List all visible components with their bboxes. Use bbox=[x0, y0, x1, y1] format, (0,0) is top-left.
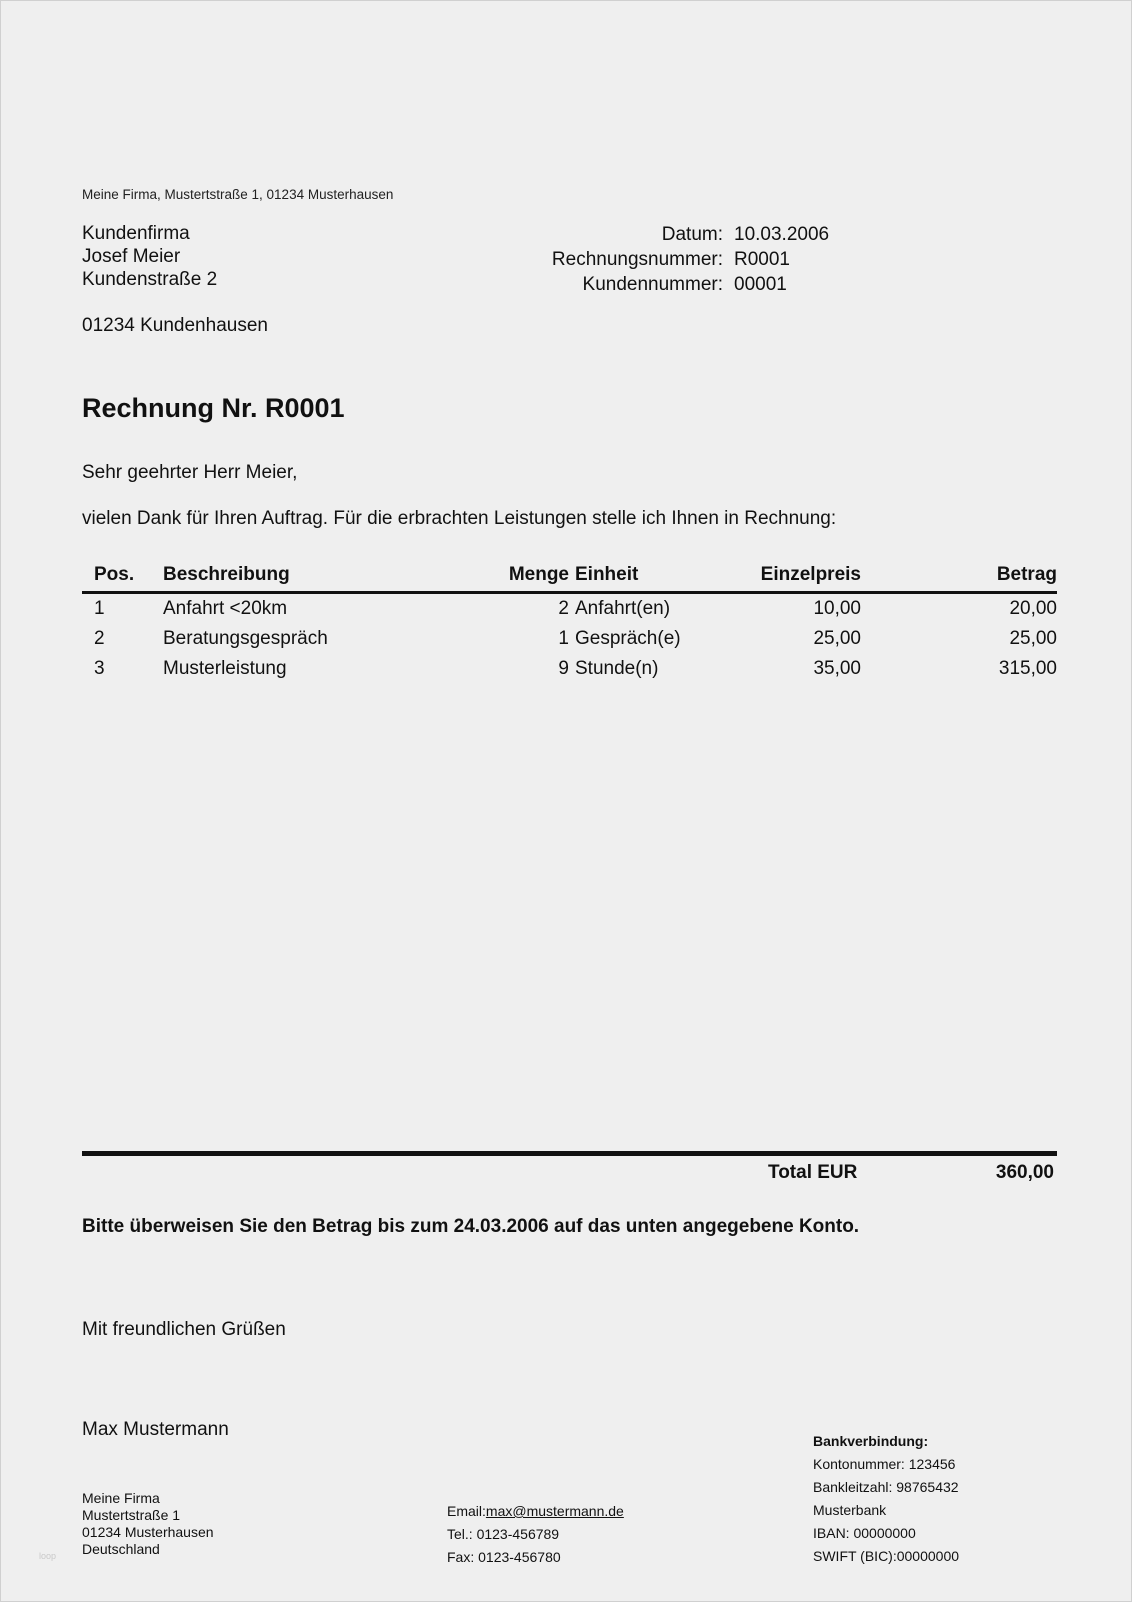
row-unit: Gespräch(e) bbox=[575, 628, 681, 649]
bank-line: Kontonummer: 123456 bbox=[813, 1456, 956, 1472]
header-pos: Pos. bbox=[94, 564, 135, 585]
footer-contact bbox=[447, 1500, 624, 1569]
row-unit: Anfahrt(en) bbox=[575, 598, 671, 619]
row-description: Beratungsgespräch bbox=[163, 628, 328, 649]
footer-phone: Tel.: 0123-456789 bbox=[447, 1526, 560, 1542]
date-label: Datum: bbox=[661, 224, 723, 245]
recipient-address bbox=[82, 222, 268, 337]
row-unit-price: 25,00 bbox=[813, 628, 861, 649]
bank-heading: Bankverbindung: bbox=[813, 1433, 929, 1449]
meta-customer-row bbox=[501, 272, 829, 297]
footer-fax: Fax: 0123-456780 bbox=[447, 1549, 561, 1565]
payment-note: Bitte überweisen Sie den Betrag bis zum 24.03.2006 auf das unten angegebene Konto. bbox=[82, 1216, 860, 1237]
header-description: Beschreibung bbox=[163, 564, 290, 585]
row-amount: 25,00 bbox=[1009, 628, 1057, 649]
total-label: Total EUR bbox=[768, 1162, 858, 1183]
invoice-number-label: Rechnungsnummer: bbox=[551, 249, 723, 270]
header-unit-price: Einzelpreis bbox=[760, 564, 861, 585]
bank-line: Bankleitzahl: 98765432 bbox=[813, 1479, 959, 1495]
row-unit: Stunde(n) bbox=[575, 658, 659, 679]
bank-line: SWIFT (BIC):00000000 bbox=[813, 1548, 960, 1564]
row-description: Anfahrt <20km bbox=[163, 598, 288, 619]
row-unit-price: 10,00 bbox=[813, 598, 861, 619]
footer-bank-details bbox=[813, 1430, 959, 1568]
footer-email bbox=[447, 1500, 624, 1523]
row-description: Musterleistung bbox=[163, 658, 287, 679]
email-label: Email: bbox=[447, 1503, 486, 1519]
header-unit: Einheit bbox=[575, 564, 639, 585]
header-amount: Betrag bbox=[996, 564, 1057, 585]
recipient-name: Josef Meier bbox=[82, 246, 181, 267]
footer-address-line: 01234 Musterhausen bbox=[82, 1524, 214, 1540]
row-unit-price: 35,00 bbox=[813, 658, 861, 679]
invoice-title: Rechnung Nr. R0001 bbox=[82, 393, 345, 423]
row-pos: 2 bbox=[94, 628, 105, 649]
bank-line: IBAN: 00000000 bbox=[813, 1525, 916, 1541]
customer-number-label: Kundennummer: bbox=[582, 274, 723, 295]
invoice-number-value: R0001 bbox=[734, 249, 790, 270]
email-link[interactable]: max@mustermann.de bbox=[485, 1503, 624, 1519]
signer-name: Max Mustermann bbox=[82, 1419, 229, 1440]
meta-invoice-row bbox=[501, 247, 829, 272]
total-value: 360,00 bbox=[995, 1162, 1054, 1183]
table-row bbox=[82, 598, 1057, 628]
header-rule bbox=[82, 591, 1057, 594]
row-quantity: 9 bbox=[558, 658, 569, 679]
date-value: 10.03.2006 bbox=[734, 224, 830, 245]
footer-address-line: Mustertstraße 1 bbox=[82, 1507, 181, 1523]
table-header bbox=[82, 564, 1057, 591]
customer-number-value: 00001 bbox=[734, 274, 787, 295]
footer-address bbox=[82, 1490, 214, 1558]
row-amount: 20,00 bbox=[1009, 598, 1057, 619]
total-rule bbox=[82, 1151, 1057, 1156]
recipient-city: 01234 Kundenhausen bbox=[82, 315, 268, 336]
table-row bbox=[82, 628, 1057, 658]
meta-date-row bbox=[501, 222, 829, 247]
recipient-company: Kundenfirma bbox=[82, 223, 190, 244]
recipient-street: Kundenstraße 2 bbox=[82, 269, 218, 290]
watermark: loop bbox=[39, 1551, 57, 1561]
footer-address-line: Deutschland bbox=[82, 1541, 160, 1557]
row-amount: 315,00 bbox=[998, 658, 1057, 679]
row-pos: 1 bbox=[94, 598, 105, 619]
sender-return-address: Meine Firma, Mustertstraße 1, 01234 Musterhausen bbox=[82, 187, 394, 202]
salutation: Sehr geehrter Herr Meier, bbox=[82, 462, 298, 483]
row-pos: 3 bbox=[94, 658, 105, 679]
line-items-table bbox=[82, 564, 1057, 688]
closing-greeting: Mit freundlichen Grüßen bbox=[82, 1319, 286, 1340]
intro-text: vielen Dank für Ihren Auftrag. Für die erbrachten Leistungen stelle ich Ihnen in Rechnung: bbox=[82, 508, 837, 529]
bank-line: Musterbank bbox=[813, 1502, 887, 1518]
row-quantity: 1 bbox=[558, 628, 569, 649]
header-quantity: Menge bbox=[508, 564, 569, 585]
table-row bbox=[82, 658, 1057, 688]
row-quantity: 2 bbox=[558, 598, 569, 619]
footer-address-line: Meine Firma bbox=[82, 1490, 160, 1506]
invoice-meta bbox=[501, 222, 829, 297]
